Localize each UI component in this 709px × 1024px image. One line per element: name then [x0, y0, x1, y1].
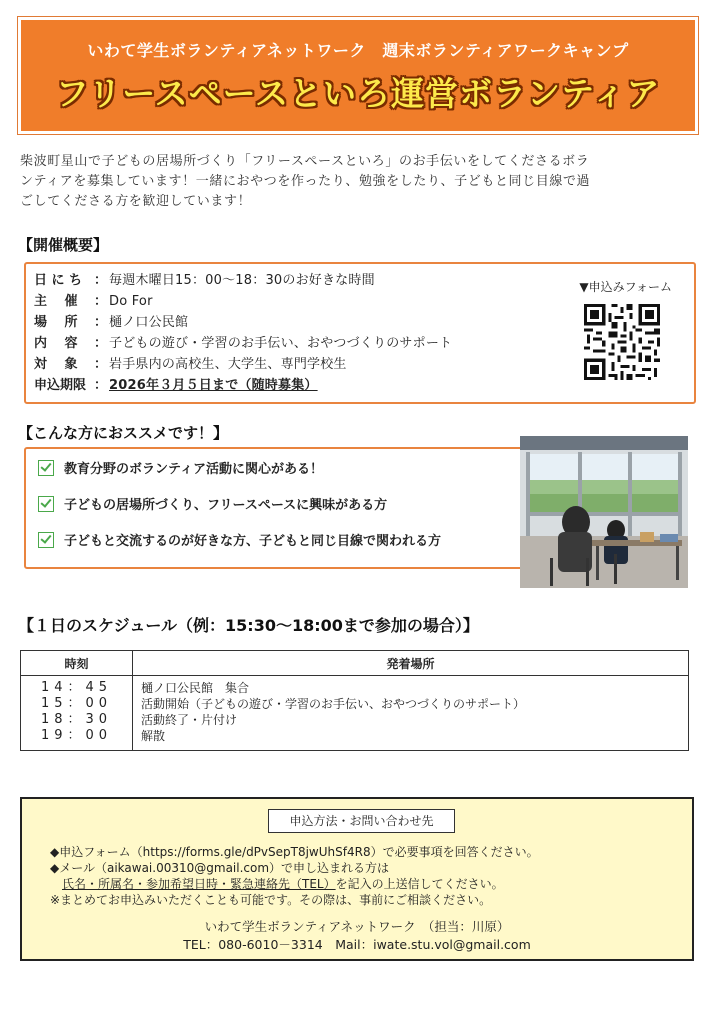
banner-title: フリースペースといろ運営ボランティア [55, 74, 661, 113]
checkbox-icon [38, 532, 54, 548]
overview-box [24, 262, 696, 404]
row-key: 日 に ち [34, 273, 83, 288]
schedule-heading: 【１日のスケジュール（例：15:30～18:00まで参加の場合）】 [18, 616, 479, 635]
row-key: 申込期限 [34, 378, 87, 393]
col-place-header: 発着場所 [133, 651, 689, 676]
contact-mail-line[interactable]: ◆メール（aikawai.00310@gmail.com）で申し込まれる方は [50, 861, 390, 875]
recommend-item [38, 459, 323, 481]
qr-code-icon[interactable] [584, 304, 660, 380]
time-value: 14：45 [40, 680, 113, 695]
deadline-value: 2026年３月５日まで（随時募集） [109, 378, 318, 393]
event-value: 樋ノ口公民館 集合 [141, 681, 250, 695]
recommend-item-text: 子どもと交流するのが好きな方、子どもと同じ目線で関われる方 [64, 534, 442, 549]
row-key: 場 所 [34, 315, 78, 330]
contact-note-line: ※まとめてお申込みいただくことも可能です。その際は、事前にご相談ください。 [50, 893, 492, 907]
banner-fill [21, 20, 695, 131]
recommend-heading: 【こんな方におススメです！】 [18, 424, 229, 442]
row-key: 対 象 [34, 357, 78, 372]
intro-line: 柴波町星山で子どもの居場所づくり「フリースペースといろ」のお手伝いをしてくださるボラ [20, 154, 590, 169]
checkbox-icon [38, 496, 54, 512]
checkbox-icon [38, 460, 54, 476]
required-fields: 氏名・所属名・参加希望日時・緊急連絡先（TEL） [62, 877, 336, 891]
contact-title: 申込方法・お問い合わせ先 [268, 809, 455, 833]
contact-org: いわて学生ボランティアネットワーク （担当：川原） [204, 919, 510, 934]
row-value: 子どもの遊び・学習のお手伝い、おやつづくりのサポート [109, 336, 453, 351]
header-banner [17, 16, 699, 135]
row-sep: ： [94, 273, 108, 288]
overview-row-target [34, 355, 347, 375]
intro-text [20, 152, 690, 212]
contact-form-line[interactable]: ◆申込フォーム（https://forms.gle/dPvSepT8jwUhSf4R8）で必要事項を回答ください。 [50, 845, 539, 859]
contact-required-line [62, 877, 504, 892]
row-key: 内 容 [34, 336, 78, 351]
row-sep: ： [94, 294, 108, 309]
time-value: 15：00 [40, 696, 113, 711]
row-sep: ： [94, 378, 108, 393]
recommend-item-text: 子どもの居場所づくり、フリースペースに興味がある方 [64, 498, 388, 513]
event-value: 活動開始（子どもの遊び・学習のお手伝い、おやつづくりのサポート） [141, 697, 526, 711]
banner-subtitle: いわて学生ボランティアネットワーク 週末ボランティアワークキャンプ [87, 41, 629, 60]
recommend-item [38, 531, 441, 553]
required-rest: を記入の上送信してください。 [335, 877, 504, 891]
row-value: 樋ノ口公民館 [109, 315, 189, 330]
schedule-header-row [21, 651, 689, 676]
contact-box [20, 797, 694, 961]
overview-row-place [34, 313, 188, 333]
col-time-header: 時刻 [21, 651, 133, 676]
row-value: Do For [109, 294, 153, 309]
activity-photo [520, 436, 688, 588]
overview-heading: 【開催概要】 [18, 236, 109, 254]
row-sep: ： [94, 357, 108, 372]
schedule-body-row [21, 676, 689, 751]
time-cell [21, 676, 133, 751]
event-value: 活動終了・片付け [141, 713, 238, 727]
time-value: 19：00 [40, 728, 113, 743]
overview-row-deadline [34, 376, 318, 396]
contact-tel-mail[interactable]: TEL：080-6010－3314 Mail：iwate.stu.vol@gmail.com [183, 937, 531, 952]
row-key: 主 催 [34, 294, 78, 309]
intro-line: ンティアを募集しています！一緒におやつを作ったり、勉強をしたり、子どもと同じ目線で過 [20, 174, 591, 189]
recommend-box [24, 447, 548, 569]
schedule-table [20, 650, 689, 751]
overview-row-organizer [34, 292, 153, 312]
row-value: 毎週木曜日15：00～18：30のお好きな時間 [109, 273, 375, 288]
row-value: 岩手県内の高校生、大学生、専門学校生 [109, 357, 347, 372]
recommend-item-text: 教育分野のボランティア活動に関心がある！ [64, 462, 323, 477]
event-cell [133, 676, 689, 751]
overview-row-content [34, 334, 452, 354]
time-value: 18：30 [40, 712, 113, 727]
intro-line: ごしてくださる方を歓迎しています！ [20, 194, 252, 209]
row-sep: ： [94, 315, 108, 330]
event-value: 解散 [141, 729, 166, 743]
recommend-item [38, 495, 387, 517]
overview-row-date [34, 271, 375, 291]
qr-label: ▼申込みフォーム [579, 280, 672, 294]
row-sep: ： [94, 336, 108, 351]
